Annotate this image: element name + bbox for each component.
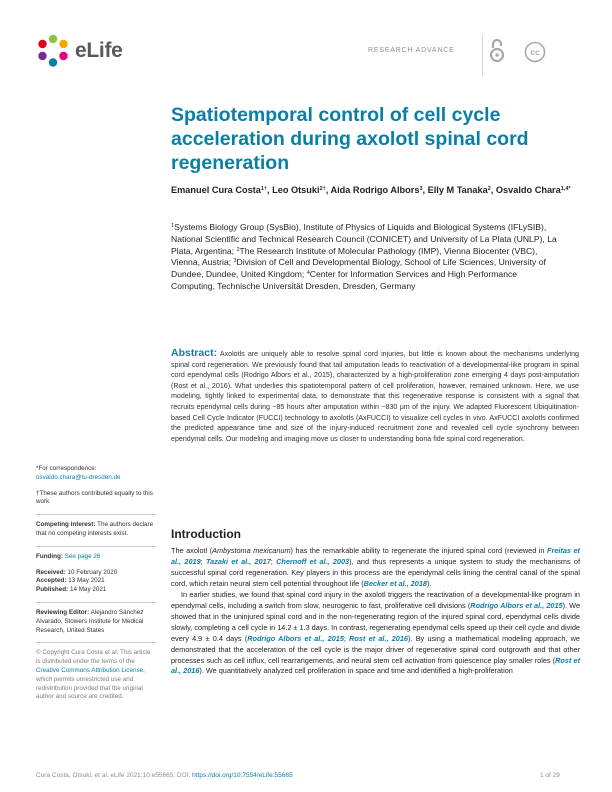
- abstract: [171, 348, 579, 444]
- affiliation-text: Systems Biology Group (SysBio), Institute of Physics of Liquids and Biological Systems (IFLySIB), National Scientific and Technical Research Council (CONICET) and University of La Plata (UNLP), La Plata, Argentina;: [171, 222, 557, 256]
- text-run: ) has the remarkable ability to regenerate the injured spinal cord (reviewed in: [290, 546, 548, 555]
- accepted-date: 13 May 2021: [68, 577, 105, 585]
- author-affiliation-marks: 1,4*: [560, 186, 571, 192]
- author-affiliation-marks: 2†: [319, 186, 326, 192]
- text-run: ). We showed that in the uninjured spinal cord and in the non-regenerating region of the injured spinal cord, ependymal cells divide slowly, completing a cell cycle in 14.2 ± 1.3 days. In contrast, regenerating ependymal cells speed up their cell cycle and divide every 4.9 ± 0.4 days (: [171, 600, 580, 643]
- author: [428, 185, 496, 195]
- citation-link[interactable]: Rost et al., 2016: [349, 633, 408, 643]
- accepted-label: Accepted:: [36, 577, 67, 585]
- article-title: Spatiotemporal control of cell cycle acceleration during axolotl spinal cord regeneration: [171, 104, 529, 174]
- competing-label: Competing interest:: [36, 521, 96, 529]
- citation-link[interactable]: Rodrigo Albors et al., 2015: [247, 633, 344, 643]
- text-run: ). By using a mathematical modeling approach, we demonstrated that the acceleration of the cell cycle is the major driver of regenerative spinal cord outgrowth and that other processes such as cell influx, cell rearrangements, and neural stem cell activation from quiescence play smaller roles (: [171, 633, 580, 665]
- text-run: ;: [343, 633, 350, 643]
- author-separator: ,: [422, 185, 428, 195]
- correspondence-label: *For correspondence:: [36, 465, 97, 472]
- copyright-post: which permits unrestricted use and redistribution provided that the original author and source are credited.: [36, 675, 143, 701]
- citation-link[interactable]: Rost et al., 2016: [171, 655, 580, 676]
- text-run: ). We quantitatively analyzed cell proliferation in space and time and identified a high-proliferation: [199, 666, 513, 676]
- author-affiliation-marks: 2: [487, 186, 491, 192]
- author-affiliation-marks: 1†: [260, 186, 267, 192]
- elife-logo[interactable]: [36, 34, 146, 68]
- footer-citation: [36, 772, 293, 779]
- sidebar-divider: [36, 642, 156, 643]
- article-type-label: RESEARCH ADVANCE: [368, 47, 455, 54]
- author-name: Leo Otsuki: [272, 185, 320, 195]
- footer-citation-text: Cura Costa, Otsuki, et al. eLife 2021;10:e55665.: [36, 772, 177, 779]
- article-sidebar: [36, 465, 156, 709]
- abstract-text: Axolotls are uniquely able to resolve spinal cord injuries, but little is known about the mechanisms underlying spinal cord regeneration. We previously found that tail amputation leads to reactivation of a developmental-like program in spinal cord ependymal cells (Rodrigo Albors et al., 2015), characterized by a high-proliferation zone emerging 4 days post-amputation (Rost et al., 2016). What underlies this spatiotemporal pattern of cell proliferation, however, remained unknown. Here, we use modeling, tightly linked to experimental data, to demonstrate that this regenerative response is consistent with a signal that recruits ependymal cells during ~85 hours after amputation within ~830 μm of the injury. We adapted Fluorescent Ubiquitination-based Cell Cycle Indicator (FUCCI) technology to axolotls (AxFUCCI) to visualize cell cycles in vivo. AxFUCCI axolotls confirmed the predicted appearance time and size of the injury-induced recruitment zone and revealed cell cycle synchrony between ependymal cells. Our modeling and imaging move us closer to understanding bona fide spinal cord regeneration.: [171, 350, 579, 443]
- received-label: Received:: [36, 568, 66, 576]
- introduction-heading: Introduction: [171, 527, 241, 541]
- author: [496, 185, 571, 195]
- introduction-paragraph: [171, 590, 580, 678]
- affiliations: [171, 222, 561, 293]
- affiliation-text: The Research Institute of Molecular Pathology (IMP), Vienna Biocenter (VBC), Vienna, Austria;: [171, 245, 538, 268]
- author: [330, 185, 427, 195]
- competing-text: The authors declare that no competing interests exist.: [36, 521, 154, 537]
- author-separator: ,: [266, 185, 273, 195]
- affiliation-text: Center for Information Services and High Performance Computing, Technische Universität Dresden, Dresden, Germany: [171, 269, 518, 291]
- citation-link[interactable]: Freitas et al., 2019: [171, 546, 580, 566]
- text-run: The axolotl (: [171, 546, 213, 555]
- affiliation-number: 1: [171, 223, 175, 229]
- elife-wordmark: eLife: [75, 39, 123, 62]
- equal-contribution-note: †These authors contributed equally to this work: [36, 489, 153, 506]
- copyright-notice: [36, 649, 156, 702]
- doi-link[interactable]: https://doi.org/10.7554/eLife.55665: [190, 772, 293, 779]
- citation-link[interactable]: Becker et al., 2018: [363, 578, 427, 588]
- author-separator: ,: [490, 185, 496, 195]
- funding-link[interactable]: See page 26: [64, 552, 101, 560]
- doi-label: DOI:: [176, 772, 191, 779]
- author-affiliation-marks: 3: [419, 186, 423, 192]
- citation-link[interactable]: Tazaki et al., 2017: [206, 556, 271, 566]
- funding: [36, 553, 156, 562]
- competing-interest: [36, 521, 156, 539]
- editor-label: Reviewing Editor:: [36, 608, 90, 616]
- species-name: Ambystoma mexicanum: [212, 546, 291, 555]
- copyright-pre: © Copyright Cura Costa et al. This article is distributed under the terms of the: [36, 649, 151, 666]
- affiliation-number: 4: [306, 270, 310, 277]
- author-name: Elly M Tanaka: [427, 185, 488, 195]
- text-run: In earlier studies, we found that spinal cord injury in the axolotl triggers the reactivation of a developmental-like program in ependymal cells, including a switch from slow, neurogenic to fast, proliferative cell divisions (: [171, 589, 580, 610]
- text-run: ).: [426, 578, 432, 588]
- author-name: Aida Rodrigo Albors: [330, 185, 420, 195]
- creative-commons-icon[interactable]: [524, 41, 546, 63]
- affiliation-number: 3: [233, 258, 237, 265]
- affiliation-text: Division of Cell and Developmental Biology, School of Life Sciences, University of Dundee, Dundee, United Kingdom;: [171, 257, 546, 280]
- text-run: ), and thus represents a unique system to study the mechanisms of successful spinal cord regeneration. Key players in this process are the ependymal cells lining the central canal of the spinal cord, which retain neural stem cell potential throughout life (: [171, 556, 580, 588]
- introduction-paragraph: [171, 546, 580, 590]
- funding-label: Funding:: [36, 552, 63, 560]
- author-name: Osvaldo Chara: [495, 185, 561, 195]
- author: [272, 185, 330, 195]
- open-access-icon[interactable]: [489, 37, 505, 63]
- svg-text:cc: cc: [530, 47, 540, 58]
- editor-text: Alejandro Sánchez Alvarado, Stowers Institute for Medical Research, United States: [36, 608, 144, 634]
- affiliation-number: 2: [236, 246, 240, 253]
- published-label: Published:: [36, 586, 69, 594]
- dates: [36, 569, 156, 595]
- sidebar-divider: [36, 546, 156, 547]
- sidebar-divider: [36, 602, 156, 603]
- author-separator: ,: [325, 185, 331, 195]
- reviewing-editor: [36, 609, 156, 635]
- author: [171, 185, 272, 195]
- received-date: 10 February 2020: [67, 568, 118, 576]
- page-number: 1 of 29: [540, 772, 560, 779]
- license-link[interactable]: Creative Commons Attribution License,: [36, 666, 145, 674]
- abstract-heading: Abstract:: [171, 347, 218, 359]
- author-name: Emanuel Cura Costa: [171, 185, 261, 195]
- elife-logo-mark-icon: [36, 34, 70, 68]
- author-list: [171, 184, 571, 197]
- sidebar-divider: [36, 514, 156, 515]
- published-date: 14 May 2021: [69, 586, 107, 594]
- text-run: ;: [270, 556, 277, 566]
- citation-link[interactable]: Rodrigo Albors et al., 2015: [470, 600, 563, 610]
- citation-link[interactable]: Chernoff et al., 2003: [276, 556, 350, 566]
- text-run: ;: [200, 556, 206, 566]
- introduction-body: [171, 546, 580, 677]
- correspondence-email[interactable]: osvaldo.chara@tu-dresden.de: [36, 473, 121, 481]
- header-divider: [482, 34, 483, 76]
